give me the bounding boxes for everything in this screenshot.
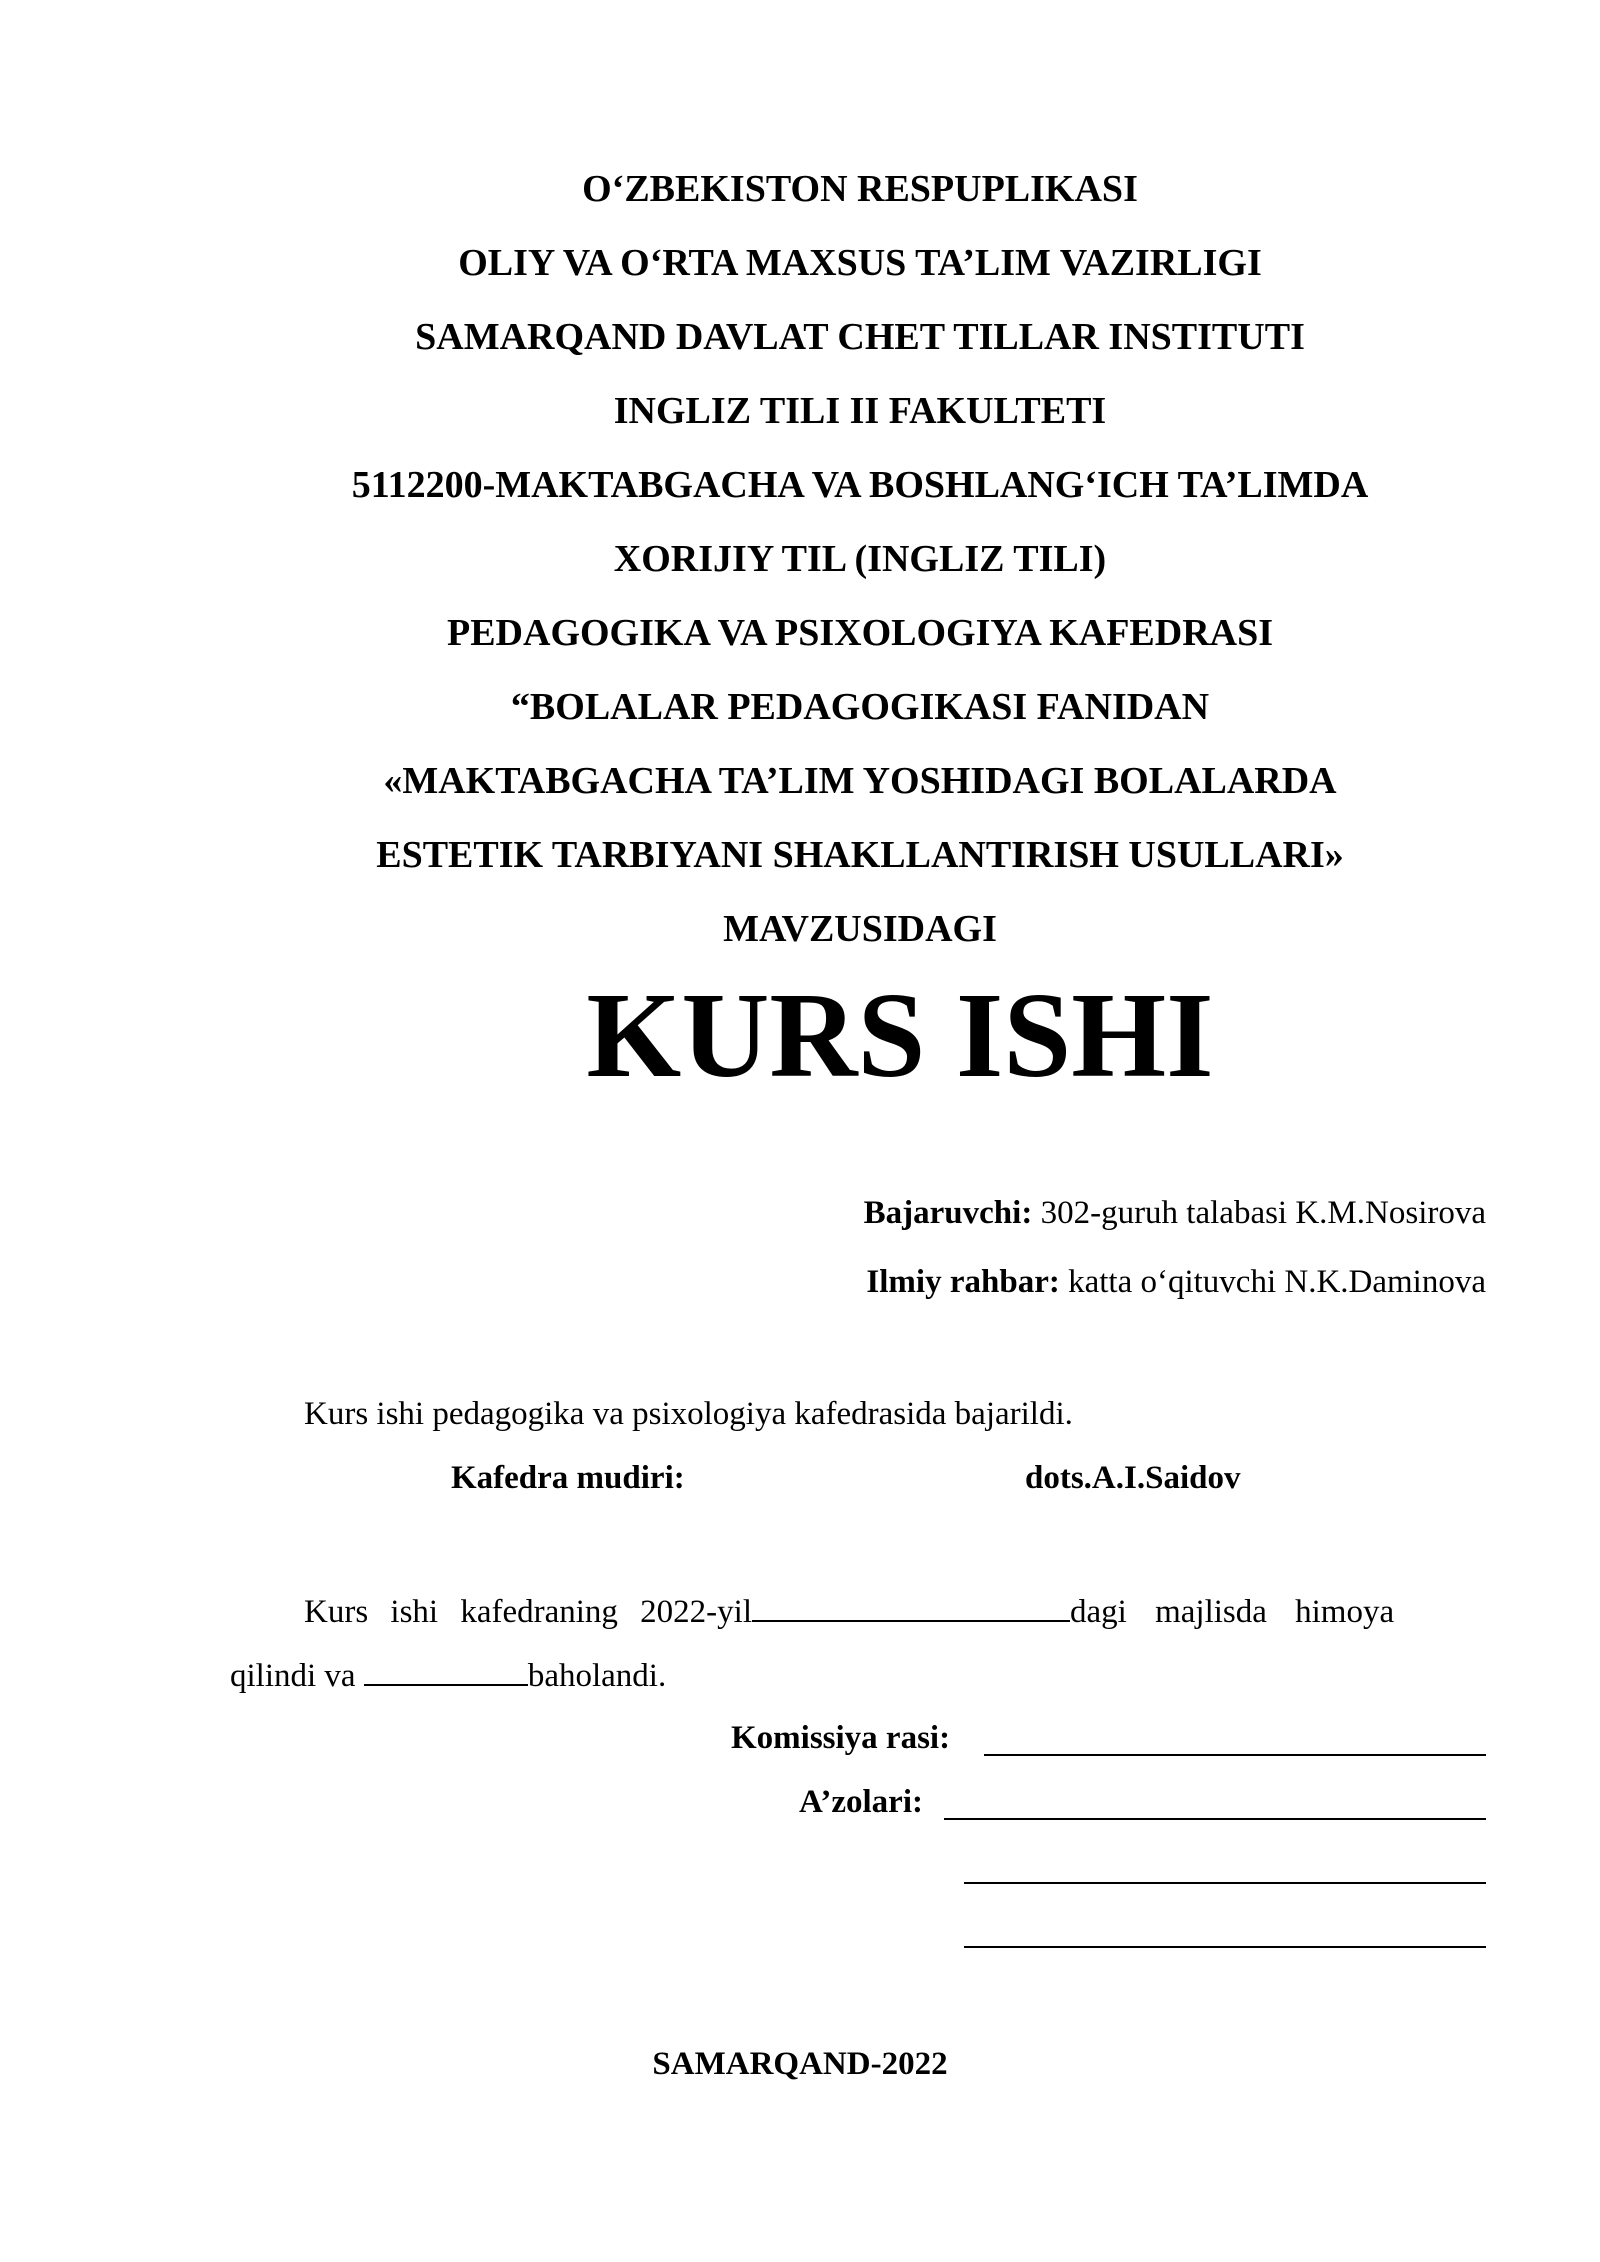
defense-line-1-end	[1070, 1592, 1486, 1632]
header-line-subject: “BOLALAR PEDAGOGIKASI FANIDAN	[510, 686, 1210, 728]
commission-member-signature-line-2	[964, 1882, 1486, 1884]
header-line-country: O‘ZBEKISTON RESPUPLIKASI	[582, 168, 1138, 210]
city-year: SAMARQAND-2022	[652, 2046, 948, 2082]
supervisor-label: Ilmiy rahbar:	[866, 1264, 1060, 1300]
performer-line	[486, 1193, 1486, 1233]
header-line-institute: SAMARQAND DAVLAT CHET TILLAR INSTITUTI	[415, 316, 1305, 358]
supervisor-line	[486, 1262, 1486, 1302]
completed-statement: Kurs ishi pedagogika va psixologiya kafedrasida bajarildi.	[304, 1396, 1073, 1432]
commission-chair-row	[731, 1718, 950, 1758]
commission-members-label: A’zolari:	[799, 1784, 923, 1820]
header-line-specialty-cont: XORIJIY TIL (INGLIZ TILI)	[613, 538, 1107, 580]
department-head-name: dots.A.I.Saidov	[1025, 1460, 1241, 1496]
defense-line-1-end-text: dagi majlisda himoya	[1070, 1594, 1395, 1630]
commission-chair-label: Komissiya rasi:	[731, 1720, 951, 1756]
commission-members-row	[799, 1782, 923, 1822]
department-head-label: Kafedra mudiri:	[451, 1460, 685, 1496]
performer-value: 302-guruh talabasi K.M.Nosirova	[1032, 1195, 1486, 1231]
commission-chair-signature-line	[984, 1754, 1486, 1756]
document-title: KURS ISHI	[586, 968, 1214, 1103]
performer-label: Bajaruvchi:	[863, 1195, 1033, 1231]
header-line-topic-2: ESTETIK TARBIYANI SHAKLLANTIRISH USULLARI»	[376, 834, 1344, 876]
defense-line-1-start: Kurs ishi kafedraning 2022-yil	[304, 1594, 753, 1630]
header-line-specialty: 5112200-MAKTABGACHA VA BOSHLANG‘ICH TA’LIMDA	[351, 464, 1369, 506]
header-line-faculty: INGLIZ TILI II FAKULTETI	[613, 390, 1107, 432]
header-block	[180, 152, 1540, 966]
defense-line-2	[230, 1654, 666, 1696]
defense-line-1	[304, 1590, 1486, 1632]
header-line-topic-3: MAVZUSIDAGI	[723, 908, 997, 950]
commission-member-signature-line-1	[944, 1818, 1486, 1820]
header-line-ministry: OLIY VA O‘RTA MAXSUS TA’LIM VAZIRLIGI	[458, 242, 1262, 284]
defense-line-2-start: qilindi va	[230, 1658, 364, 1694]
supervisor-value: katta o‘qituvchi N.K.Daminova	[1059, 1264, 1486, 1300]
commission-member-signature-line-3	[964, 1946, 1486, 1948]
defense-date-blank	[752, 1590, 1070, 1622]
header-line-topic-1: «MAKTABGACHA TA’LIM YOSHIDAGI BOLALARDA	[383, 760, 1337, 802]
grade-blank	[364, 1654, 528, 1686]
defense-line-2-end: baholandi.	[527, 1658, 667, 1694]
header-line-department: PEDAGOGIKA VA PSIXOLOGIYA KAFEDRASI	[447, 612, 1273, 654]
